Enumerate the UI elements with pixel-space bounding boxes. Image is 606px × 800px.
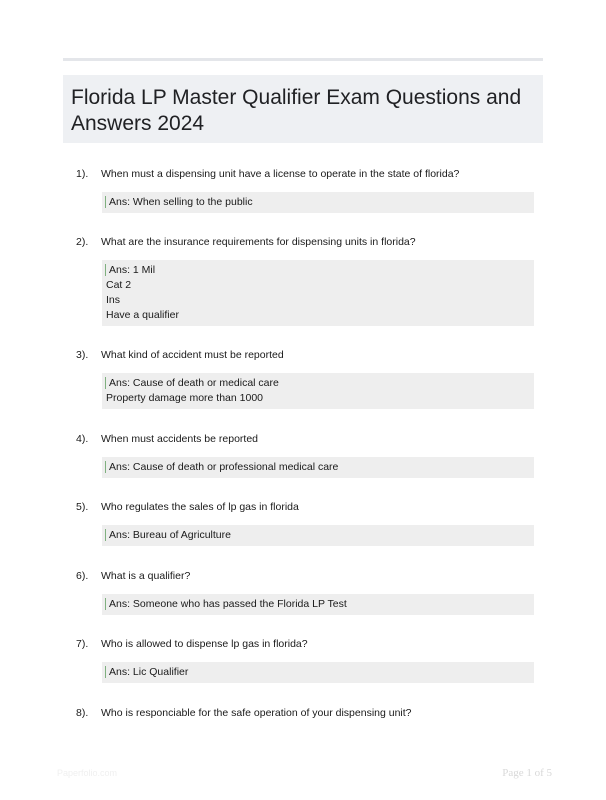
answer-box [102, 525, 534, 546]
question-item-1 [63, 167, 543, 213]
answer-line: Ans: Cause of death or professional medical care [109, 461, 339, 473]
answer-box [102, 260, 534, 326]
top-divider [63, 58, 543, 61]
question-item-5 [63, 500, 543, 546]
question-item-8 [63, 706, 543, 720]
answer-box [102, 192, 534, 213]
question-item-2 [63, 235, 543, 326]
question-text: Who regulates the sales of lp gas in florida [101, 501, 299, 513]
question-number: 6). [76, 570, 89, 582]
answer-line: Ans: 1 Mil [109, 264, 156, 276]
question-text: Who is responciable for the safe operation of your dispensing unit? [101, 707, 412, 719]
question-text: When must a dispensing unit have a license to operate in the state of florida? [101, 168, 460, 180]
question-text: What are the insurance requirements for dispensing units in florida? [101, 236, 416, 248]
question-number: 3). [76, 349, 89, 361]
question-number: 2). [76, 236, 89, 248]
question-item-6 [63, 569, 543, 615]
answer-line: Ans: Cause of death or medical care [109, 377, 279, 389]
question-item-3 [63, 348, 543, 409]
question-text: Who is allowed to dispense lp gas in florida? [101, 638, 308, 650]
answer-line: Ins [106, 294, 121, 306]
question-number: 1). [76, 168, 89, 180]
answer-line: Ans: Lic Qualifier [109, 666, 189, 678]
answer-box [102, 594, 534, 615]
answer-line: Cat 2 [106, 279, 132, 291]
answer-line: Property damage more than 1000 [106, 392, 264, 404]
answer-box [102, 662, 534, 683]
question-item-4 [63, 432, 543, 478]
question-number: 5). [76, 501, 89, 513]
answer-line: Ans: Bureau of Agriculture [109, 529, 231, 541]
question-text: What kind of accident must be reported [101, 349, 284, 361]
answer-box [102, 373, 534, 409]
answer-line: Ans: When selling to the public [109, 196, 253, 208]
document-title: Florida LP Master Qualifier Exam Questions and Answers 2024 [71, 86, 522, 135]
question-text: When must accidents be reported [101, 433, 258, 445]
title-banner [63, 75, 543, 143]
page-number: Page 1 of 5 [502, 767, 552, 779]
question-number: 4). [76, 433, 89, 445]
footer-watermark: Paperfolio.com [57, 768, 118, 778]
question-number: 8). [76, 707, 89, 719]
question-number: 7). [76, 638, 89, 650]
question-item-7 [63, 637, 543, 683]
answer-box [102, 457, 534, 478]
question-text: What is a qualifier? [101, 570, 191, 582]
answer-line: Have a qualifier [106, 309, 179, 321]
answer-line: Ans: Someone who has passed the Florida LP Test [109, 598, 347, 610]
